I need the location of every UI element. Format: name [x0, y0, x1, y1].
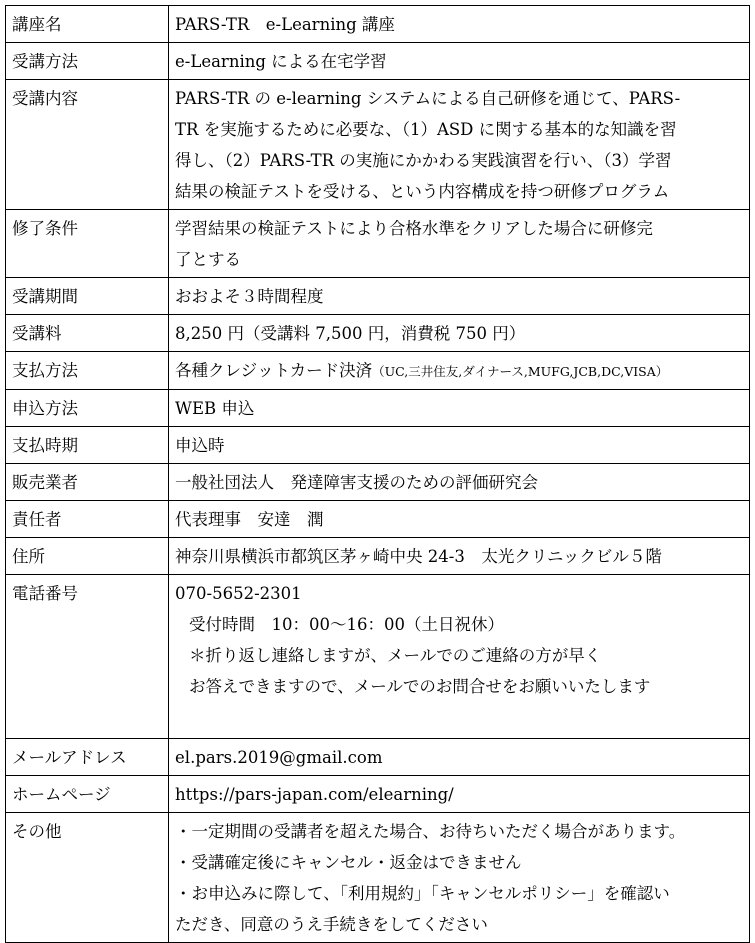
row-course-name [6, 6, 750, 43]
row-homepage [6, 776, 750, 813]
row-payment-timing [6, 427, 750, 464]
value-course-name: PARS-TR e-Learning 講座 [169, 6, 750, 43]
phone-note: ＊折り返し連絡しますが、メールでのご連絡の方が早く [189, 646, 602, 665]
label-completion: 修了条件 [6, 210, 169, 278]
payment-card-list: （UC,三井住友,ダイナース,MUFG,JCB,DC,VISA） [372, 364, 669, 379]
content-line: 得し、（2）PARS-TR の実施にかかわる実践演習を行い、（3）学習 [175, 151, 672, 170]
row-payment-method [6, 352, 750, 390]
label-course-name: 講座名 [6, 6, 169, 43]
row-application-method [6, 390, 750, 427]
content-line: TR を実施するために必要な、（1）ASD に関する基本的な知識を習 [175, 120, 677, 139]
label-phone: 電話番号 [6, 575, 169, 739]
course-info-table [5, 5, 750, 943]
label-payment-method: 支払方法 [6, 352, 169, 390]
row-fee [6, 315, 750, 352]
phone-note: お答えできますので、メールでのお問合せをお願いいたします [189, 677, 651, 696]
row-address [6, 538, 750, 575]
row-course-content [6, 80, 750, 210]
row-email [6, 739, 750, 776]
label-payment-timing: 支払時期 [6, 427, 169, 464]
row-phone [6, 575, 750, 739]
content-line: 結果の検証テストを受ける、という内容構成を持つ研修プログラム [175, 182, 670, 201]
other-line: ただき、同意のうえ手続きをしてください [175, 915, 488, 934]
other-line: ・お申込みに際して、「利用規約」「キャンセルポリシー」を確認い [175, 884, 670, 903]
value-study-method: e-Learning による在宅学習 [169, 43, 750, 80]
row-manager [6, 501, 750, 538]
other-line: ・受講確定後にキャンセル・返金はできません [175, 853, 522, 872]
label-fee: 受講料 [6, 315, 169, 352]
value-payment-timing: 申込時 [169, 427, 750, 464]
completion-line: 学習結果の検証テストにより合格水準をクリアした場合に研修完 [175, 219, 653, 238]
phone-hours: 受付時間 10：00～16：00（土日祝休） [189, 615, 505, 634]
value-phone [169, 575, 750, 739]
label-homepage: ホームページ [6, 776, 169, 813]
row-seller [6, 464, 750, 501]
value-other [169, 813, 750, 943]
row-completion [6, 210, 750, 278]
row-other [6, 813, 750, 943]
value-manager: 代表理事 安達 潤 [169, 501, 750, 538]
content-line: PARS-TR の e-learning システムによる自己研修を通じて、PARS- [175, 89, 681, 108]
value-course-content [169, 80, 750, 210]
value-duration: おおよそ３時間程度 [169, 278, 750, 315]
value-application-method: WEB 申込 [169, 390, 750, 427]
label-duration: 受講期間 [6, 278, 169, 315]
value-email[interactable]: el.pars.2019@gmail.com [169, 739, 750, 776]
completion-line: 了とする [175, 250, 242, 269]
label-course-content: 受講内容 [6, 80, 169, 210]
label-study-method: 受講方法 [6, 43, 169, 80]
row-duration [6, 278, 750, 315]
other-line: ・一定期間の受講者を超えた場合、お待ちいただく場合があります。 [175, 822, 686, 841]
label-seller: 販売業者 [6, 464, 169, 501]
label-address: 住所 [6, 538, 169, 575]
label-other: その他 [6, 813, 169, 943]
value-seller: 一般社団法人 発達障害支援のための評価研究会 [169, 464, 750, 501]
payment-method-text: 各種クレジットカード決済 [175, 361, 373, 380]
value-homepage[interactable]: https://pars-japan.com/elearning/ [169, 776, 750, 813]
value-payment-method [169, 352, 750, 390]
label-email: メールアドレス [6, 739, 169, 776]
row-study-method [6, 43, 750, 80]
phone-number: 070-5652-2301 [175, 584, 302, 603]
value-address: 神奈川県横浜市都筑区茅ヶ崎中央 24-3 太光クリニックビル５階 [169, 538, 750, 575]
value-fee: 8,250 円（受講料 7,500 円，消費税 750 円） [169, 315, 750, 352]
label-manager: 責任者 [6, 501, 169, 538]
value-completion [169, 210, 750, 278]
label-application-method: 申込方法 [6, 390, 169, 427]
